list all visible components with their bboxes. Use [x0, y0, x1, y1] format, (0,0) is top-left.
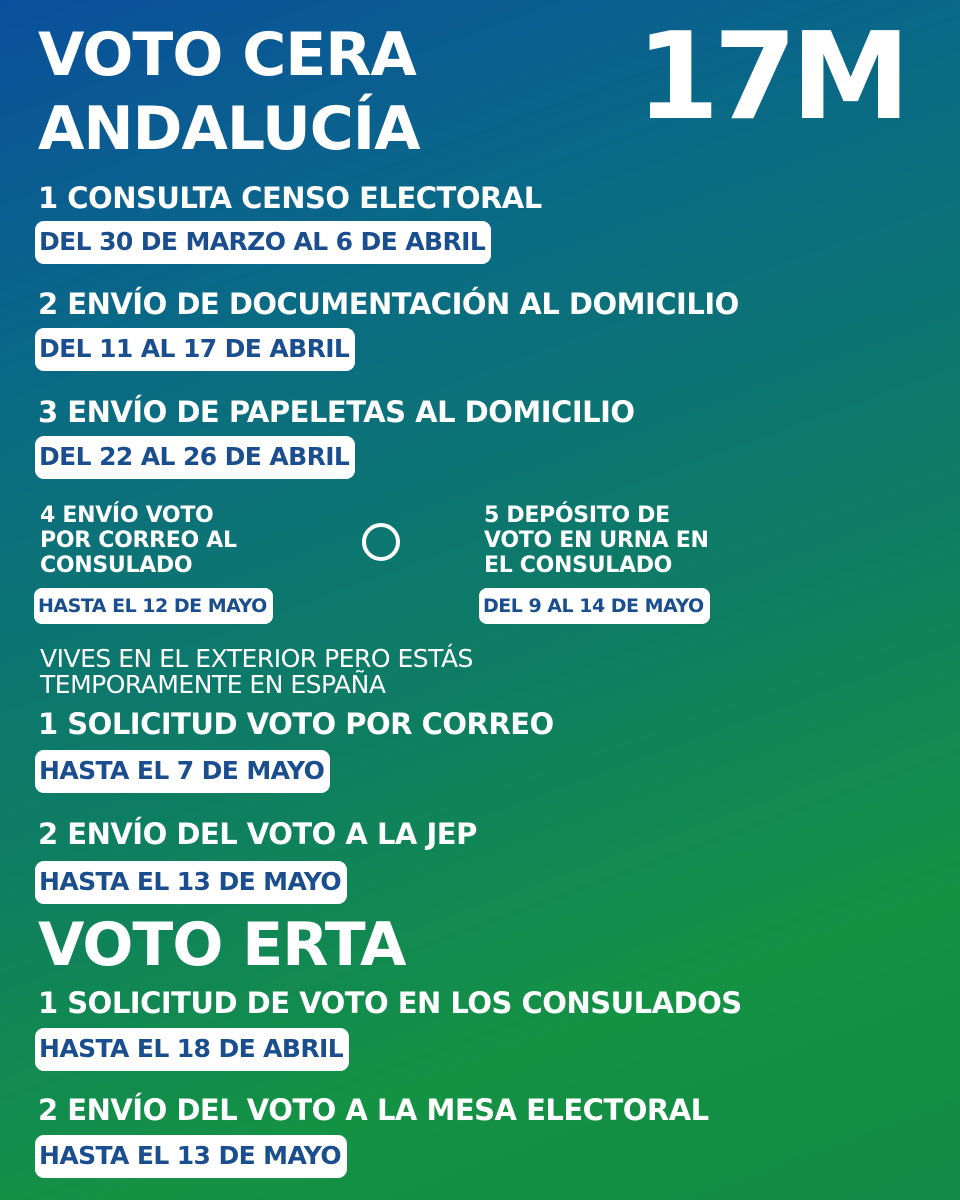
temporary-step-2-date: HASTA EL 13 DE MAYO [35, 861, 347, 904]
cera-step-1-date: DEL 30 DE MARZO AL 6 DE ABRIL [35, 221, 491, 264]
title-line-2: ANDALUCÍA [38, 94, 420, 164]
erta-step-2-label: 2 ENVÍO DEL VOTO A LA MESA ELECTORAL [38, 1093, 709, 1127]
option-urn-deposit [484, 503, 709, 578]
option-postal-line-2: POR CORREO AL [40, 528, 237, 553]
election-date-badge: 17M [636, 8, 905, 147]
cera-step-3-label: 3 ENVÍO DE PAPELETAS AL DOMICILIO [38, 395, 635, 429]
option-postal-vote [40, 503, 237, 578]
option-postal-line-3: CONSULADO [40, 553, 193, 578]
erta-step-1-label: 1 SOLICITUD DE VOTO EN LOS CONSULADOS [38, 986, 742, 1020]
temporary-step-2-label: 2 ENVÍO DEL VOTO A LA JEP [38, 817, 477, 851]
option-postal-date: HASTA EL 12 DE MAYO [34, 588, 273, 624]
cera-step-1-label: 1 CONSULTA CENSO ELECTORAL [38, 181, 542, 215]
temporary-note-line-1: VIVES EN EL EXTERIOR PERO ESTÁS [40, 644, 473, 673]
erta-title: VOTO ERTA [38, 910, 406, 980]
temporary-note-line-2: TEMPORAMENTE EN ESPAÑA [40, 670, 386, 699]
option-urn-line-1: 5 DEPÓSITO DE [484, 503, 670, 528]
erta-step-1-date: HASTA EL 18 DE ABRIL [35, 1028, 349, 1071]
temporary-step-1-label: 1 SOLICITUD VOTO POR CORREO [38, 707, 554, 741]
temporary-step-1-date: HASTA EL 7 DE MAYO [35, 750, 330, 793]
circle-icon [362, 523, 400, 561]
option-urn-line-2: VOTO EN URNA EN [484, 528, 709, 553]
option-urn-line-3: EL CONSULADO [484, 553, 673, 578]
cera-step-2-date: DEL 11 AL 17 DE ABRIL [35, 328, 355, 371]
cera-step-2-label: 2 ENVÍO DE DOCUMENTACIÓN AL DOMICILIO [38, 287, 739, 321]
cera-step-3-date: DEL 22 AL 26 DE ABRIL [35, 436, 355, 479]
erta-step-2-date: HASTA EL 13 DE MAYO [35, 1135, 347, 1178]
option-postal-line-1: 4 ENVÍO VOTO [40, 503, 214, 528]
option-urn-date: DEL 9 AL 14 DE MAYO [479, 588, 710, 624]
title-line-1: VOTO CERA [38, 20, 416, 90]
